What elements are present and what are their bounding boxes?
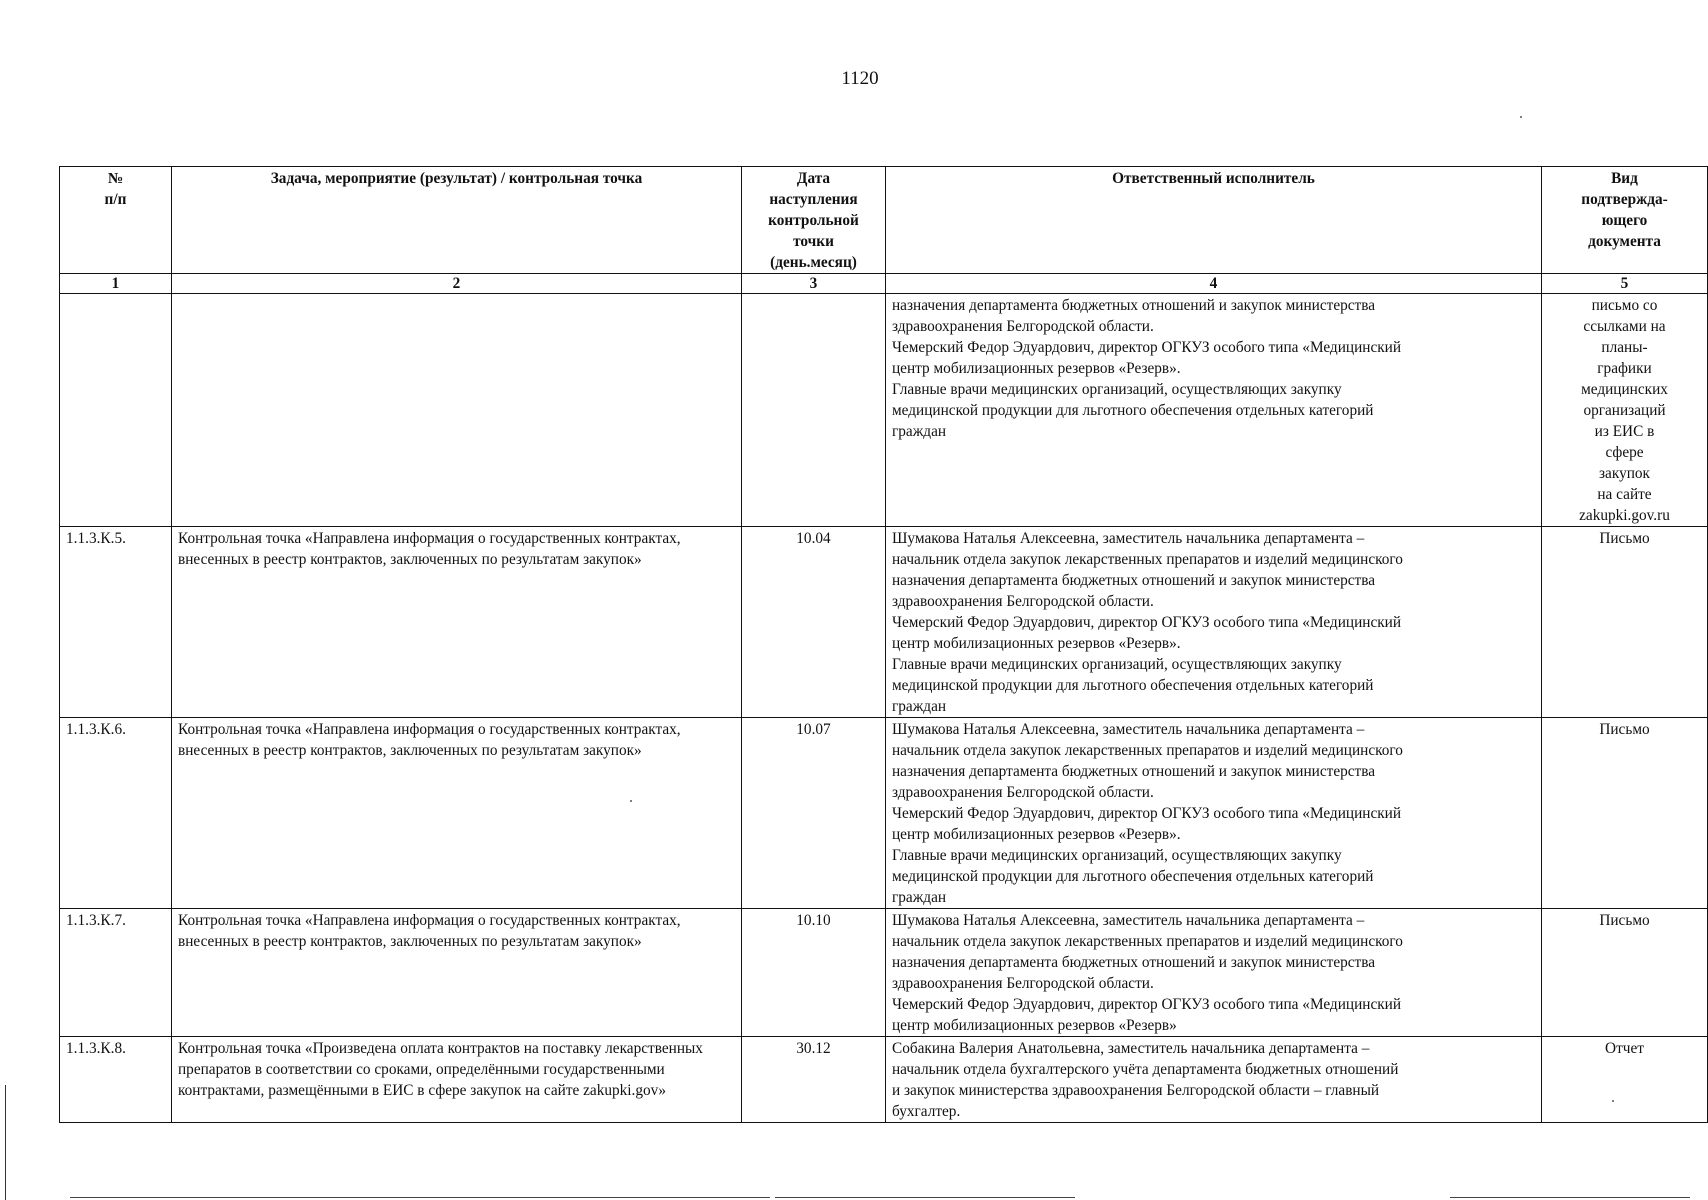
row-responsible: Шумакова Наталья Алексеевна, заместитель начальника департамента – начальник отдела закупок лекарственных препаратов и изделий медицинского назначения департамента бюджетных отношений и закупок министерства здравоохранения Белгородской области. Чемерский Федор Эдуардович, директор ОГКУЗ особого типа «Медицинский центр мобилизационных резервов «Резерв» <box>886 909 1542 1037</box>
row-number: 1.1.3.К.5. <box>60 527 172 718</box>
header-num-line: № <box>107 170 124 187</box>
row-task: Контрольная точка «Направлена информация о государственных контрактах, внесенных в реестр контрактов, заключенных по результатам закупок» <box>172 718 742 909</box>
row-responsible: назначения департамента бюджетных отношений и закупок министерства здравоохранения Белгородской области. Чемерский Федор Эдуардович, директор ОГКУЗ особого типа «Медицинский центр мобилизационных резервов «Резерв». Главные врачи медицинских организаций, осуществляющих закупку медицинской продукции для льготного обеспечения отдельных категорий граждан <box>886 294 1542 527</box>
scan-speck <box>1612 1100 1614 1102</box>
column-number-row <box>60 274 1708 294</box>
row-document: письмо со ссылками на планы- графики медицинских организаций из ЕИС в сфере закупок на сайте zakupki.gov.ru <box>1542 294 1708 527</box>
header-date-line: Дата <box>796 170 831 187</box>
header-num <box>60 167 172 274</box>
row-number: 1.1.3.К.8. <box>60 1037 172 1123</box>
header-document-line: Вид <box>1611 170 1638 187</box>
row-document: Письмо <box>1542 718 1708 909</box>
row-responsible: Шумакова Наталья Алексеевна, заместитель начальника департамента – начальник отдела закупок лекарственных препаратов и изделий медицинского назначения департамента бюджетных отношений и закупок министерства здравоохранения Белгородской области. Чемерский Федор Эдуардович, директор ОГКУЗ особого типа «Медицинский центр мобилизационных резервов «Резерв». Главные врачи медицинских организаций, осуществляющих закупку медицинской продукции для льготного обеспечения отдельных категорий граждан <box>886 527 1542 718</box>
row-document: Письмо <box>1542 527 1708 718</box>
header-document-line: подтвержда- <box>1581 191 1668 208</box>
row-document: Письмо <box>1542 909 1708 1037</box>
table-row <box>60 294 1708 527</box>
row-date: 30.12 <box>742 1037 886 1123</box>
row-date: 10.07 <box>742 718 886 909</box>
row-date: 10.04 <box>742 527 886 718</box>
header-date-line: наступления <box>769 191 858 208</box>
row-task <box>172 294 742 527</box>
header-task: Задача, мероприятие (результат) / контрольная точка <box>172 167 742 274</box>
table-row <box>60 527 1708 718</box>
scan-bottom-line <box>70 1197 770 1198</box>
header-date <box>742 167 886 274</box>
row-task: Контрольная точка «Произведена оплата контрактов на поставку лекарственных препаратов в соответствии со сроками, определёнными государственными контрактами, размещёнными в ЕИС в сфере закупок на сайте zakupki.gov» <box>172 1037 742 1123</box>
scan-bottom-line <box>1450 1197 1690 1198</box>
header-document-line: ющего <box>1601 212 1648 229</box>
table-row <box>60 718 1708 909</box>
header-date-line: (день.месяц) <box>770 254 857 271</box>
row-responsible: Шумакова Наталья Алексеевна, заместитель начальника департамента – начальник отдела закупок лекарственных препаратов и изделий медицинского назначения департамента бюджетных отношений и закупок министерства здравоохранения Белгородской области. Чемерский Федор Эдуардович, директор ОГКУЗ особого типа «Медицинский центр мобилизационных резервов «Резерв». Главные врачи медицинских организаций, осуществляющих закупку медицинской продукции для льготного обеспечения отдельных категорий граждан <box>886 718 1542 909</box>
row-number <box>60 294 172 527</box>
row-responsible: Собакина Валерия Анатольевна, заместитель начальника департамента – начальник отдела бухгалтерского учёта департамента бюджетных отношений и закупок министерства здравоохранения Белгородской области – главный бухгалтер. <box>886 1037 1542 1123</box>
column-number: 5 <box>1542 274 1708 294</box>
row-task: Контрольная точка «Направлена информация о государственных контрактах, внесенных в реестр контрактов, заключенных по результатам закупок» <box>172 527 742 718</box>
scan-speck <box>1520 116 1522 118</box>
row-date <box>742 294 886 527</box>
header-date-line: точки <box>793 233 834 250</box>
header-responsible: Ответственный исполнитель <box>886 167 1542 274</box>
row-number: 1.1.3.К.7. <box>60 909 172 1037</box>
header-date-line: контрольной <box>768 212 859 229</box>
scan-margin-line <box>5 1085 6 1200</box>
header-document <box>1542 167 1708 274</box>
scan-speck <box>630 800 632 802</box>
table-row <box>60 909 1708 1037</box>
column-number: 2 <box>172 274 742 294</box>
table-row <box>60 1037 1708 1123</box>
row-task: Контрольная точка «Направлена информация о государственных контрактах, внесенных в реестр контрактов, заключенных по результатам закупок» <box>172 909 742 1037</box>
page-number: 1120 <box>841 68 879 89</box>
row-document: Отчет <box>1542 1037 1708 1123</box>
column-number: 1 <box>60 274 172 294</box>
header-num-line: п/п <box>104 191 127 208</box>
header-document-line: документа <box>1588 233 1661 250</box>
column-number: 3 <box>742 274 886 294</box>
control-points-table <box>59 166 1708 1123</box>
table-header-row <box>60 167 1708 274</box>
scan-bottom-line <box>775 1197 1075 1198</box>
row-date: 10.10 <box>742 909 886 1037</box>
row-number: 1.1.3.К.6. <box>60 718 172 909</box>
column-number: 4 <box>886 274 1542 294</box>
